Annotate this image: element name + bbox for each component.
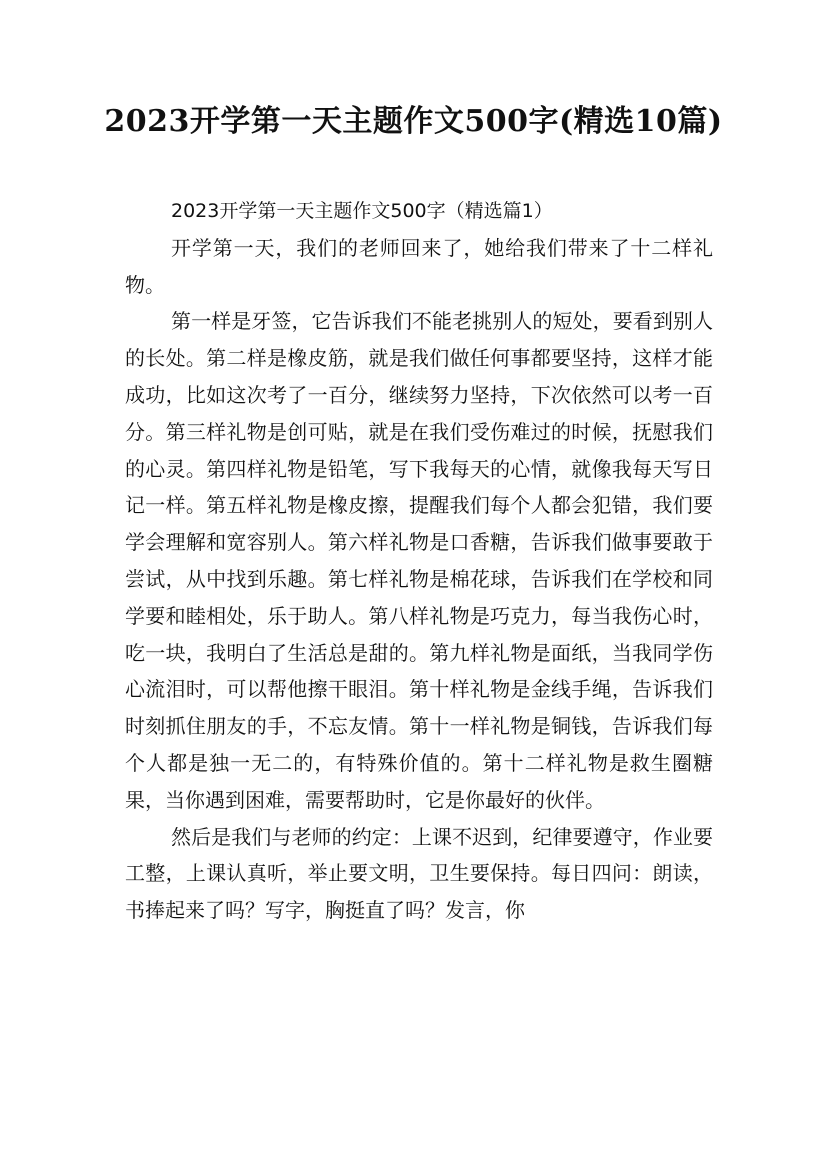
document-title: 2023开学第一天主题作文500字(精选10篇): [104, 104, 723, 139]
paragraph-agreement: 然后是我们与老师的约定：上课不迟到，纪律要遵守，作业要工整，上课认真听，举止要文明，卫生要保持。每日四问：朗读，书捧起来了吗？写字，胸挺直了吗？发言，你: [125, 824, 713, 923]
paragraph-intro: 开学第一天，我们的老师回来了，她给我们带来了十二样礼物。: [125, 235, 713, 297]
document-body: [125, 193, 713, 929]
paragraph-gifts: 第一样是牙签，它告诉我们不能老挑别人的短处，要看到别人的长处。第二样是橡皮筋，就是我们做任何事都要坚持，这样才能成功，比如这次考了一百分，继续努力坚持，下次依然可以考一百分。第三样礼物是创可贴，就是在我们受伤难过的时候，抚慰我们的心灵。第四样礼物是铅笔，写下我每天的心情，就像我每天写日记一样。第五样礼物是橡皮擦，提醒我们每个人都会犯错，我们要学会理解和宽容别人。第六样礼物是口香糖，告诉我们做事要敢于尝试，从中找到乐趣。第七样礼物是棉花球，告诉我们在学校和同学要和睦相处，乐于助人。第八样礼物是巧克力，每当我伤心时，吃一块，我明白了生活总是甜的。第九样礼物是面纸，当我同学伤心流泪时，可以帮他擦干眼泪。第十样礼物是金线手绳，告诉我们时刻抓住朋友的手，不忘友情。第十一样礼物是铜钱，告诉我们每个人都是独一无二的，有特殊价值的。第十二样礼物是救生圈糖果，当你遇到困难，需要帮助时，它是你最好的伙伴。: [125, 309, 713, 812]
section-heading: 2023开学第一天主题作文500字（精选篇1）: [171, 200, 553, 222]
